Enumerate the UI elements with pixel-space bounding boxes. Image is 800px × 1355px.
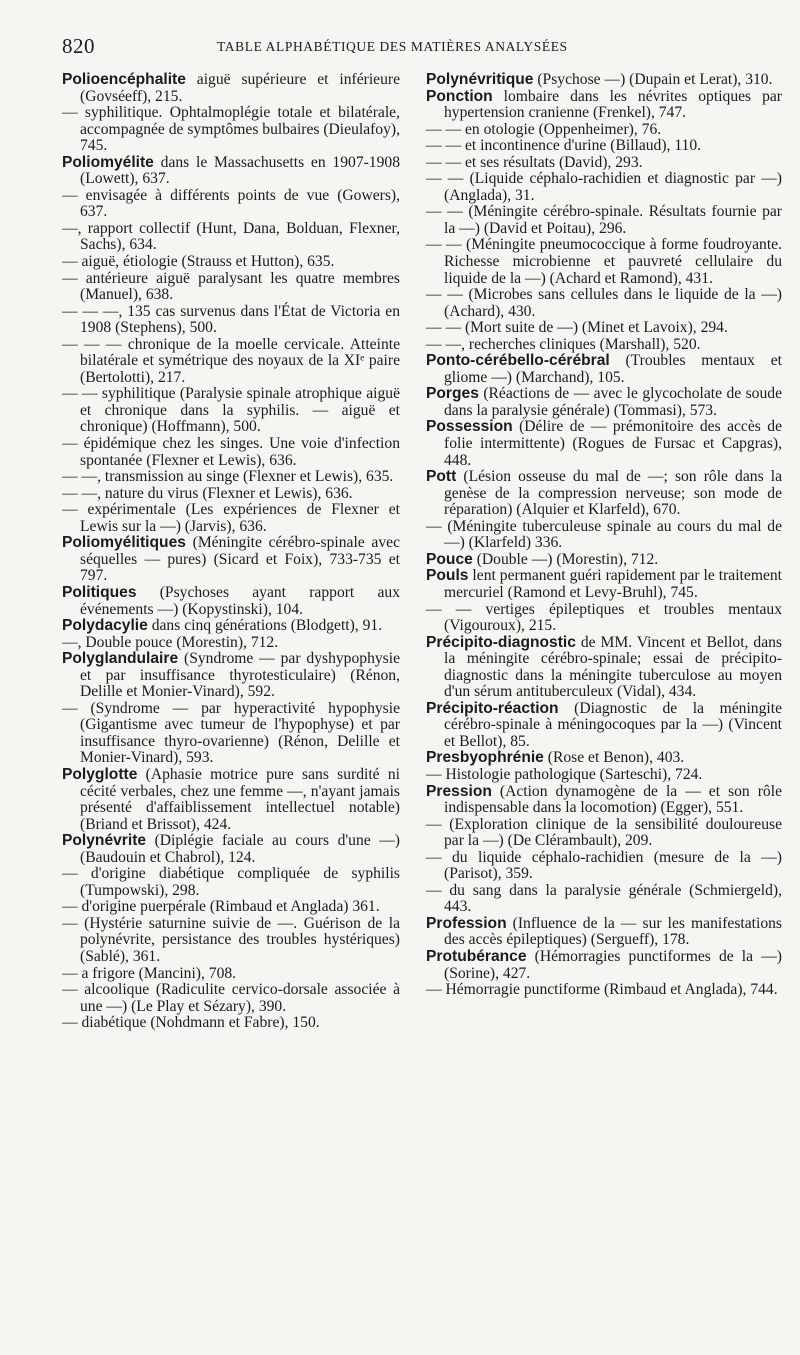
- index-entry: [426, 701, 782, 751]
- index-entry: [62, 701, 400, 767]
- index-entry: [426, 568, 782, 601]
- entry-heading: Presbyophrénie: [426, 749, 544, 767]
- index-entry: [426, 320, 782, 337]
- entry-text: — envisagée à différents points de vue (Gowers), 637.: [62, 186, 400, 221]
- entry-heading: Polydacylie: [62, 617, 148, 635]
- index-entry: [62, 916, 400, 966]
- right-column: [426, 72, 782, 999]
- entry-heading: Ponction: [426, 87, 493, 105]
- index-entry: [426, 287, 782, 320]
- entry-text: (Hémorragies punctiformes de la —) (Sorine), 427.: [444, 947, 782, 982]
- entry-text: aiguë supérieure et inférieure (Govséeff), 215.: [80, 71, 400, 105]
- index-entry: [426, 386, 782, 419]
- index-entry: [426, 204, 782, 237]
- entry-text: — (Méningite tuberculeuse spinale au cours du mal de —) (Klarfeld) 336.: [426, 517, 782, 552]
- index-entry: [426, 519, 782, 552]
- entry-text: — (Exploration clinique de la sensibilité douloureuse par la —) (De Clérambault), 209.: [426, 815, 782, 850]
- index-entry: [62, 155, 400, 188]
- entry-text: dans cinq générations (Blodgett), 91.: [147, 617, 383, 635]
- index-entry: [62, 72, 400, 105]
- index-entry: [426, 883, 782, 916]
- index-entry: [62, 966, 400, 983]
- index-entry: [62, 254, 400, 271]
- index-entry: [62, 767, 400, 833]
- index-entry: [426, 784, 782, 817]
- entry-text: — du sang dans la paralysie générale (Schmiergeld), 443.: [426, 881, 782, 916]
- entry-text: (Lésion osseuse du mal de —; son rôle dans la genèse de la compression nerveuse; son mode de réparation) (Alquier et Klarfeld), 670.: [444, 468, 782, 519]
- index-entry: [62, 651, 400, 701]
- entry-text: lombaire dans les névrites optiques par hypertension cranienne (Frenkel), 747.: [444, 87, 782, 122]
- index-entry: [62, 1015, 400, 1032]
- entry-heading: Polyglandulaire: [62, 650, 179, 668]
- entry-text: (Méningite cérébro-spinale avec séquelles — pures) (Sicard et Foix), 733-735 et 797.: [80, 534, 400, 585]
- entry-heading: Protubérance: [426, 947, 527, 965]
- index-entry: [426, 982, 782, 999]
- index-entry: [62, 221, 400, 254]
- entry-text: — — —, 135 cas survenus dans l'État de Victoria en 1908 (Stephens), 500.: [62, 302, 400, 337]
- page-header: [62, 34, 780, 58]
- entry-text: (Syndrome — par dyshypophysie et par insuffisance thyrotesticulaire) (Rénon, Delille et Monier-Vinard), 592.: [80, 650, 400, 701]
- entry-heading: Pouce: [426, 550, 473, 568]
- index-entry: [426, 89, 782, 122]
- entry-text: (Diagnostic de la méningite cérébro-spinale à méningocoques par la —) (Vincent et Bellot), 85.: [444, 699, 782, 750]
- index-entry: [426, 602, 782, 635]
- entry-text: — —, transmission au singe (Flexner et Lewis), 635.: [62, 468, 394, 486]
- entry-text: — — syphilitique (Paralysie spinale atrophique aiguë et chronique dans la syphilis. — aiguë et chronique) (Hoffmann), 500.: [62, 385, 400, 436]
- entry-text: — a frigore (Mancini), 708.: [62, 964, 237, 982]
- entry-text: (Double —) (Morestin), 712.: [472, 550, 659, 568]
- index-entry: [426, 72, 782, 89]
- index-entry: [62, 899, 400, 916]
- entry-text: (Réactions de — avec le glycocholate de soude dans la paralysie générale) (Tommasi), 573.: [444, 385, 782, 419]
- index-entry: [426, 767, 782, 784]
- entry-heading: Ponto-cérébello-cérébral: [426, 352, 610, 370]
- entry-text: — — et ses résultats (David), 293.: [426, 153, 643, 171]
- entry-text: (Diplégie faciale au cours d'une —) (Baudouin et Chabrol), 124.: [80, 832, 400, 866]
- entry-text: — Histologie pathologique (Sarteschi), 724.: [426, 765, 703, 783]
- entry-text: — — (Méningite cérébro-spinale. Résultats fournie par la —) (David et Poitau), 296.: [426, 203, 782, 237]
- entry-text: — —, recherches cliniques (Marshall), 520.: [426, 335, 701, 353]
- index-entry: [426, 469, 782, 519]
- index-entry: [62, 304, 400, 337]
- running-head: TABLE ALPHABÉTIQUE DES MATIÈRES ANALYSÉES: [217, 39, 568, 54]
- entry-text: — —, nature du virus (Flexner et Lewis), 636.: [62, 484, 353, 502]
- left-column: [62, 72, 400, 1032]
- entry-heading: Polynévrite: [62, 832, 147, 850]
- index-entry: [426, 850, 782, 883]
- index-entry: [62, 585, 400, 618]
- entry-heading: Polioencéphalite: [62, 71, 186, 88]
- entry-text: (Délire de — prémonitoire des accès de folie intermittente) (Rogues de Fursac et Capgras), 448.: [444, 418, 782, 469]
- entry-text: — d'origine diabétique compliquée de syphilis (Tumpowski), 298.: [62, 865, 400, 899]
- index-entry: [426, 635, 782, 701]
- index-entry: [62, 866, 400, 899]
- index-entry: [62, 105, 400, 155]
- entry-text: —, rapport collectif (Hunt, Dana, Bolduan, Flexner, Sachs), 634.: [62, 219, 400, 254]
- entry-heading: Profession: [426, 914, 507, 932]
- index-entry: [62, 469, 400, 486]
- index-entry: [426, 916, 782, 949]
- index-entry: [426, 419, 782, 469]
- entry-heading: Précipito-diagnostic: [426, 633, 576, 651]
- index-entry: [62, 535, 400, 585]
- index-entry: [62, 337, 400, 387]
- entry-text: — — (Liquide céphalo-rachidien et diagnostic par —) (Anglada), 31.: [426, 170, 782, 204]
- entry-text: — — et incontinence d'urine (Billaud), 110.: [426, 137, 702, 155]
- index-entry: [62, 502, 400, 535]
- index-entry: [426, 237, 782, 287]
- entry-text: (Influence de la — sur les manifestations des accès épileptiques) (Sergueff), 178.: [444, 914, 782, 949]
- entry-text: (Troubles mentaux et gliome —) (Marchand), 105.: [444, 352, 782, 386]
- entry-text: (Aphasie motrice pure sans surdité ni cécité verbales, chez une femme —, n'ayant jamais présenté d'affaiblissement intellectuel notable) (Briand et Brissot), 424.: [80, 765, 400, 833]
- entry-text: — — (Microbes sans cellules dans le liquide de la —) (Achard), 430.: [426, 286, 782, 320]
- index-entry: [62, 833, 400, 866]
- entry-text: — — (Mort suite de —) (Minet et Lavoix), 294.: [426, 319, 728, 337]
- index-entry: [426, 552, 782, 569]
- entry-heading: Possession: [426, 418, 513, 436]
- entry-text: lent permanent guéri rapidement par le traitement mercuriel (Ramond et Levy-Bruhl), 745.: [444, 567, 782, 601]
- entry-text: — alcoolique (Radiculite cervico-dorsale associée à une —) (Le Play et Sézary), 390.: [62, 981, 400, 1015]
- entry-text: de MM. Vincent et Bellot, dans la méningite cérébro-spinale; essai de précipito-diagnostic dans la méningite tuberculose au moyen d'un sérum antituberculeux (Vidal), 434.: [444, 633, 782, 701]
- entry-text: — — en otologie (Oppenheimer), 76.: [426, 120, 662, 138]
- index-entry: [426, 750, 782, 767]
- index-entry: [426, 949, 782, 982]
- entry-heading: Pott: [426, 468, 457, 486]
- index-entry: [62, 386, 400, 436]
- index-entry: [426, 171, 782, 204]
- entry-heading: Poliomyélitiques: [62, 534, 186, 552]
- entry-text: — Hémorragie punctiforme (Rimbaud et Anglada), 744.: [426, 981, 778, 999]
- entry-heading: Polyglotte: [62, 765, 138, 783]
- index-entry: [62, 486, 400, 503]
- entry-text: (Rose et Benon), 403.: [543, 749, 685, 767]
- index-entry: [62, 635, 400, 652]
- entry-heading: Pouls: [426, 567, 469, 585]
- index-entry: [426, 337, 782, 354]
- entry-text: —, Double pouce (Morestin), 712.: [62, 633, 279, 651]
- entry-text: — — (Méningite pneumococcique à forme foudroyante. Richesse microbienne et pauvreté cellulaire du liquide de la —) (Achard et Ramond), 431.: [426, 236, 782, 287]
- index-entry: [426, 155, 782, 172]
- entry-text: — — — chronique de la moelle cervicale. Atteinte bilatérale et symétrique des noyaux de la XIᵉ paire (Bertolotti), 217.: [62, 335, 400, 386]
- entry-text: — d'origine puerpérale (Rimbaud et Anglada) 361.: [62, 898, 380, 916]
- index-entry: [62, 618, 400, 635]
- index-entry: [62, 982, 400, 1015]
- entry-text: — épidémique chez les singes. Une voie d'infection spontanée (Flexner et Lewis), 636.: [62, 435, 400, 469]
- entry-heading: Politiques: [62, 583, 137, 601]
- entry-text: — du liquide céphalo-rachidien (mesure de la —) (Parisot), 359.: [426, 848, 782, 883]
- entry-text: — (Syndrome — par hyperactivité hypophysie (Gigantisme avec tumeur de l'hypophyse) et par insuffisance thyro-ovarienne) (Rénon, Delille et Monier-Vinard), 593.: [62, 699, 400, 767]
- entry-text: — — vertiges épileptiques et troubles mentaux (Vigouroux), 215.: [426, 600, 782, 635]
- entry-text: dans le Massachusetts en 1907-1908 (Lowett), 637.: [80, 153, 400, 188]
- entry-heading: Précipito-réaction: [426, 699, 559, 717]
- entry-text: — aiguë, étiologie (Strauss et Hutton), 635.: [62, 253, 335, 271]
- index-entry: [62, 271, 400, 304]
- entry-text: (Psychoses ayant rapport aux événements —) (Kopystinski), 104.: [80, 583, 400, 618]
- entry-heading: Polynévritique: [426, 71, 534, 88]
- entry-heading: Porges: [426, 385, 479, 403]
- index-entry: [426, 353, 782, 386]
- entry-text: (Psychose —) (Dupain et Lerat), 310.: [533, 71, 773, 88]
- index-entry: [62, 436, 400, 469]
- entry-text: — antérieure aiguë paralysant les quatre membres (Manuel), 638.: [62, 269, 400, 304]
- entry-text: (Action dynamogène de la — et son rôle indispensable dans la locomotion) (Egger), 551.: [444, 782, 782, 817]
- entry-text: — (Hystérie saturnine suivie de —. Guérison de la polynévrite, persistance des troubles hystériques) (Sablé), 361.: [62, 914, 400, 965]
- entry-heading: Poliomyélite: [62, 153, 154, 171]
- index-entry: [426, 122, 782, 139]
- index-entry: [426, 138, 782, 155]
- page-number: 820: [62, 34, 95, 58]
- index-entry: [426, 817, 782, 850]
- entry-heading: Pression: [426, 782, 492, 800]
- entry-text: — syphilitique. Ophtalmoplégie totale et bilatérale, accompagnée de symptômes bulbaires (Dieulafoy), 745.: [62, 104, 400, 155]
- entry-text: — expérimentale (Les expériences de Flexner et Lewis sur la —) (Jarvis), 636.: [62, 501, 400, 535]
- entry-text: — diabétique (Nohdmann et Fabre), 150.: [62, 1014, 320, 1032]
- index-entry: [62, 188, 400, 221]
